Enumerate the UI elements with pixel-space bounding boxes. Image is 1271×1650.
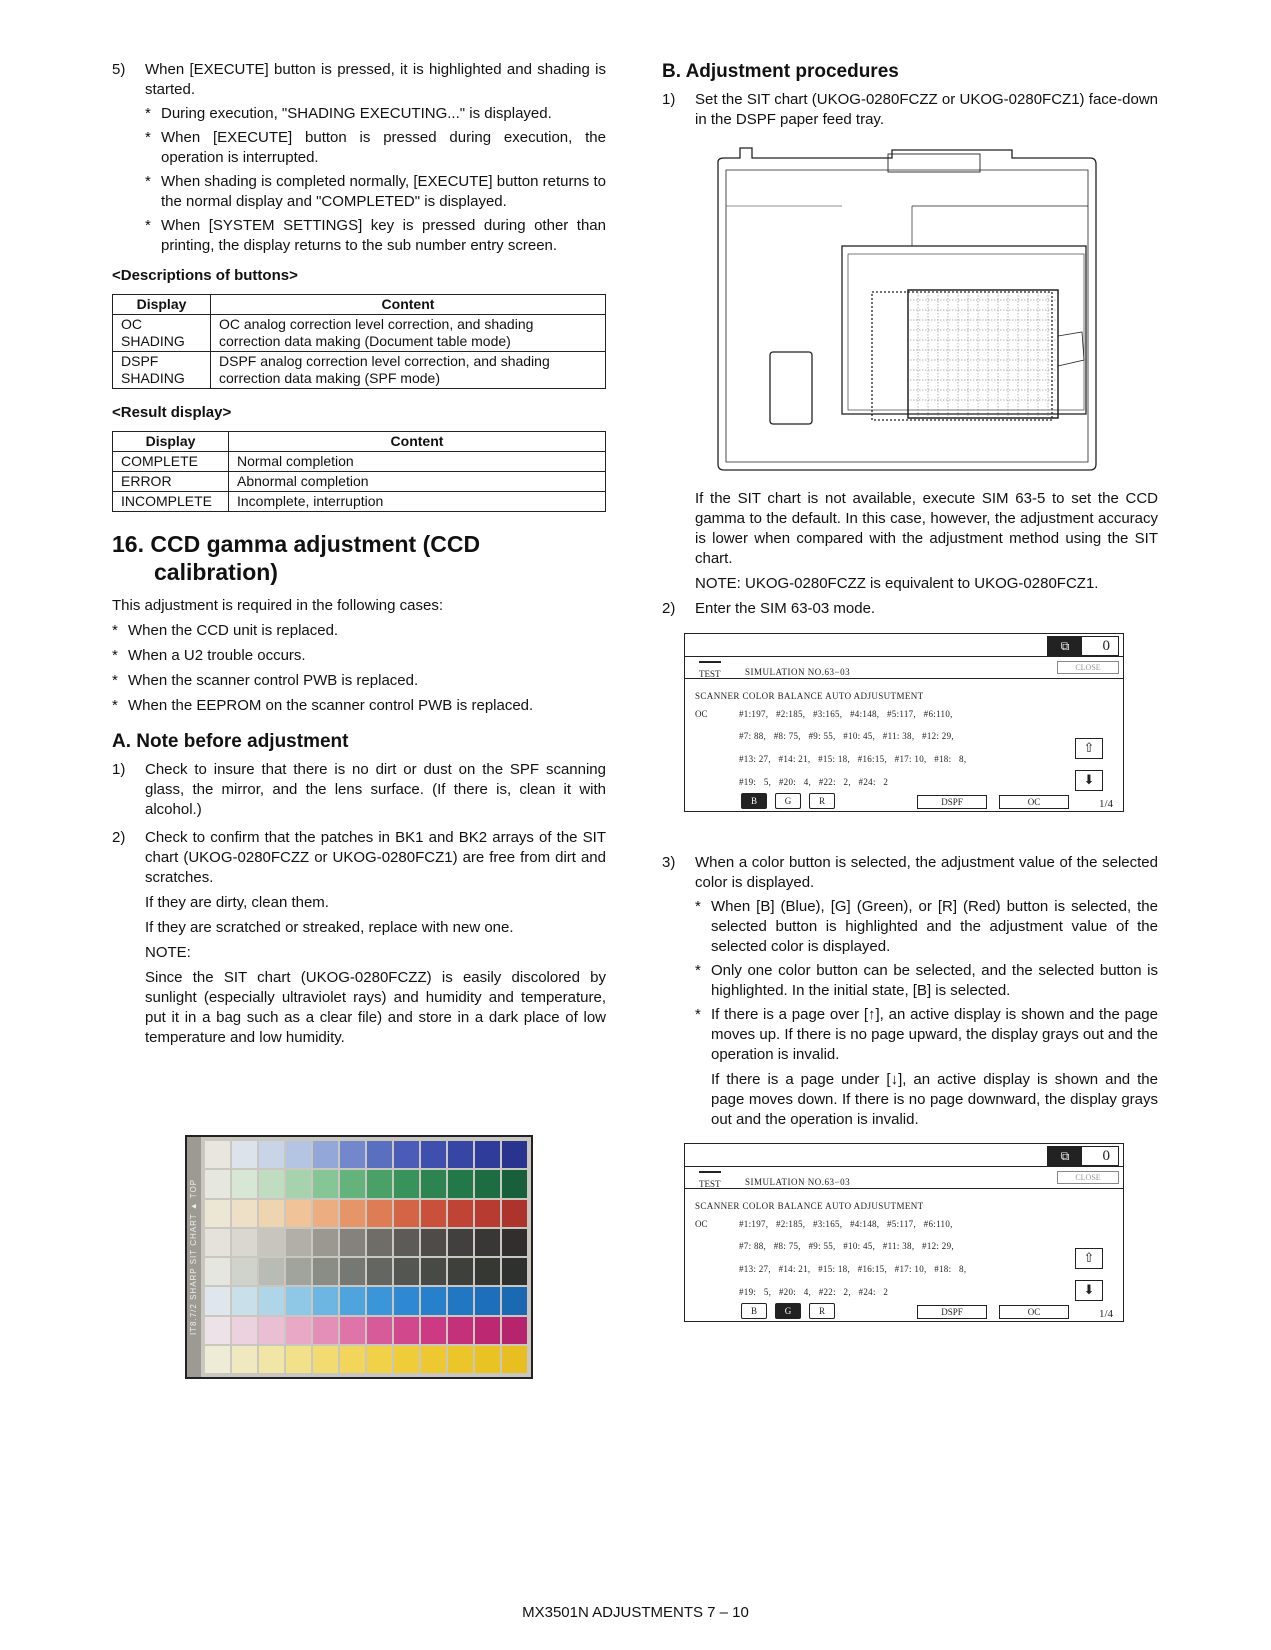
chart-patch [205, 1141, 230, 1168]
chart-patch [475, 1141, 500, 1168]
dspf-illustration-area [662, 134, 1158, 484]
chart-patch [421, 1170, 446, 1197]
chart-patch [475, 1287, 500, 1314]
dspf-button[interactable]: DSPF [917, 1305, 987, 1319]
adjustment-row: #1:197, #2:185, #3:165, #4:148, #5:117, #6:110, [739, 1219, 953, 1229]
note-text: When [B] (Blue), [G] (Green), or [R] (Red) button is selected, the selected button is highlighted and the adjustment value of the selected color is displayed. [711, 898, 1158, 955]
step-5 [112, 60, 606, 100]
chart-patch [313, 1229, 338, 1256]
chart-patch [502, 1317, 527, 1344]
step-text: Set the SIT chart (UKOG-0280FCZZ or UKOG-0280FCZ1) face-down in the DSPF paper feed tray. [695, 91, 1158, 128]
chart-patch [205, 1200, 230, 1227]
chart-patch [313, 1287, 338, 1314]
adjustment-row: #19: 5, #20: 4, #22: 2, #24: 2 [739, 1287, 889, 1297]
page-indicator: 1/4 [1098, 798, 1113, 810]
chart-patch [448, 1287, 473, 1314]
bullet-star: * [145, 173, 151, 190]
chart-patch [394, 1170, 419, 1197]
chart-patch [448, 1170, 473, 1197]
table-row [113, 452, 606, 472]
chart-patch [448, 1141, 473, 1168]
table-cell: ERROR [113, 472, 229, 492]
table-row [113, 315, 606, 352]
adjustment-row: #19: 5, #20: 4, #22: 2, #24: 2 [739, 777, 889, 787]
chart-patch [367, 1258, 392, 1285]
cases-list [112, 621, 606, 716]
panel-header [685, 1166, 1123, 1189]
chart-patch [232, 1229, 257, 1256]
chart-patch [475, 1170, 500, 1197]
step-b2 [662, 599, 1158, 619]
copy-count: 0 [1102, 638, 1110, 654]
chart-patch [313, 1258, 338, 1285]
chart-patch [367, 1317, 392, 1344]
step-b3 [662, 853, 1158, 893]
step-5-notes [112, 104, 606, 256]
chart-patch [232, 1317, 257, 1344]
chart-patch [340, 1258, 365, 1285]
chart-patch [313, 1141, 338, 1168]
simulation-title: SIMULATION NO.63−03 [745, 667, 851, 677]
b1-note: NOTE: UKOG-0280FCZZ is equivalent to UKOG-0280FCZ1. [695, 575, 1099, 592]
left-column [112, 60, 606, 1053]
chart-patch [394, 1258, 419, 1285]
table-row [113, 492, 606, 512]
chart-patch [502, 1141, 527, 1168]
chart-patch [367, 1200, 392, 1227]
chart-patch [313, 1317, 338, 1344]
chart-patch [367, 1229, 392, 1256]
b1-alternative-text: If the SIT chart is not available, execute SIM 63-5 to set the CCD gamma to the default. In this case, however, the adjustment accuracy is lower when compared with the adjustment method using the SIT chart. [695, 490, 1158, 567]
buttons-table [112, 294, 606, 389]
color-button-g[interactable]: G [775, 793, 801, 809]
table-header: Content [229, 432, 606, 452]
step-b1 [662, 90, 1158, 130]
chart-patch [448, 1346, 473, 1373]
chart-patch [394, 1200, 419, 1227]
table-cell: COMPLETE [113, 452, 229, 472]
copy-count-box [1047, 1146, 1119, 1166]
step-number: 5) [112, 61, 126, 78]
sit-chart-strip [187, 1137, 201, 1377]
chart-patch [448, 1229, 473, 1256]
chart-patch [367, 1287, 392, 1314]
chart-patch [475, 1258, 500, 1285]
chart-patch [205, 1287, 230, 1314]
page-up-button[interactable]: ⇧ [1075, 738, 1103, 759]
chart-patch [286, 1229, 311, 1256]
chart-patch [205, 1229, 230, 1256]
case-item [112, 646, 606, 666]
table-row [113, 352, 606, 389]
adjustment-row: #7: 88, #8: 75, #9: 55, #10: 45, #11: 38, #12: 29, [739, 731, 954, 741]
copy-icon: ⧉ [1048, 637, 1082, 655]
chart-patch [448, 1317, 473, 1344]
sit-chart-grid [205, 1141, 527, 1373]
chart-patch [394, 1346, 419, 1373]
chart-patch [286, 1287, 311, 1314]
chart-patch [232, 1346, 257, 1373]
chart-patch [340, 1141, 365, 1168]
test-label: TEST [699, 1171, 721, 1194]
chart-patch [286, 1317, 311, 1344]
chart-patch [394, 1317, 419, 1344]
chart-patch [340, 1346, 365, 1373]
oc-label: OC [695, 709, 708, 719]
table-cell: Abnormal completion [229, 472, 606, 492]
chart-patch [502, 1170, 527, 1197]
table-cell: INCOMPLETE [113, 492, 229, 512]
chart-patch [205, 1170, 230, 1197]
page-down-button[interactable]: ⬇ [1075, 770, 1103, 791]
oc-button[interactable]: OC [999, 1305, 1069, 1319]
bullet-star: * [695, 1006, 701, 1023]
note-item [145, 104, 606, 124]
chart-patch [394, 1287, 419, 1314]
subsection-a-title: A. Note before adjustment [112, 731, 349, 752]
adjustment-row: #1:197, #2:185, #3:165, #4:148, #5:117, #6:110, [739, 709, 953, 719]
chart-patch [502, 1229, 527, 1256]
color-button-r[interactable]: R [809, 793, 835, 809]
section-title-line1: 16. CCD gamma adjustment (CCD [112, 531, 481, 557]
chart-patch [286, 1141, 311, 1168]
case-item [112, 696, 606, 716]
case-text: When the scanner control PWB is replaced. [128, 672, 419, 689]
step-text: Check to confirm that the patches in BK1 and BK2 arrays of the SIT chart (UKOG-0280FCZZ or UKOG-0280FCZ1) are free from dirt and scratches. [145, 829, 606, 886]
buttons-caption: <Descriptions of buttons> [112, 267, 298, 284]
chart-patch [259, 1317, 284, 1344]
chart-patch [259, 1141, 284, 1168]
chart-patch [340, 1200, 365, 1227]
dspf-button[interactable]: DSPF [917, 795, 987, 809]
note-item [695, 1005, 1158, 1065]
test-label: TEST [699, 661, 721, 684]
step-number: 1) [112, 761, 126, 778]
chart-patch [232, 1170, 257, 1197]
sim-panel-g-selected [684, 1143, 1124, 1322]
chart-patch [421, 1346, 446, 1373]
chart-patch [259, 1287, 284, 1314]
step-text: When [EXECUTE] button is pressed, it is highlighted and shading is started. [145, 61, 606, 98]
table-cell: Normal completion [229, 452, 606, 472]
chart-patch [367, 1170, 392, 1197]
sit-chart-strip-text: IT8.7/2 SHARP SIT CHART ▲ TOP [189, 1178, 198, 1336]
a2-dirty-text: If they are dirty, clean them. [145, 894, 329, 911]
step-number: 2) [662, 600, 676, 617]
chart-patch [286, 1200, 311, 1227]
bullet-star: * [112, 697, 118, 714]
chart-patch [367, 1346, 392, 1373]
step-b3-notes [662, 897, 1158, 1065]
simulation-title: SIMULATION NO.63−03 [745, 1177, 851, 1187]
chart-patch [259, 1346, 284, 1373]
oc-label: OC [695, 1219, 708, 1229]
color-button-b[interactable]: B [741, 793, 767, 809]
step-number: 2) [112, 829, 126, 846]
note-item [695, 961, 1158, 1001]
note-text: During execution, "SHADING EXECUTING..." is displayed. [161, 105, 552, 122]
chart-patch [421, 1258, 446, 1285]
chart-patch [421, 1317, 446, 1344]
chart-patch [340, 1317, 365, 1344]
chart-patch [502, 1258, 527, 1285]
chart-patch [475, 1229, 500, 1256]
copy-icon: ⧉ [1048, 1147, 1082, 1165]
a2-note-text: Since the SIT chart (UKOG-0280FCZZ) is easily discolored by sunlight (especially ultraviolet rays) and humidity and temperature, put it in a bag such as a clear file) and store in a dark place of low temperature and low humidity. [145, 969, 606, 1046]
panel-top-bar [685, 634, 1123, 657]
adjustment-row: #13: 27, #14: 21, #15: 18, #16:15, #17: 10, #18: 8, [739, 1264, 967, 1274]
note-item [695, 897, 1158, 957]
page-indicator: 1/4 [1098, 1308, 1113, 1320]
chart-patch [340, 1287, 365, 1314]
chart-patch [421, 1287, 446, 1314]
bullet-star: * [145, 217, 151, 234]
case-item [112, 671, 606, 691]
adjustment-row: #7: 88, #8: 75, #9: 55, #10: 45, #11: 38, #12: 29, [739, 1241, 954, 1251]
chart-patch [475, 1317, 500, 1344]
section-title [112, 530, 606, 586]
chart-patch [286, 1346, 311, 1373]
table-cell: DSPF analog correction level correction, and shading correction data making (SPF mode) [211, 352, 606, 389]
chart-patch [421, 1229, 446, 1256]
step-text: Check to insure that there is no dirt or dust on the SPF scanning glass, the mirror, and the lens surface. (If there is, clean it with alcohol.) [145, 761, 606, 818]
note-text: When shading is completed normally, [EXECUTE] button returns to the normal display and "COMPLETED" is displayed. [161, 173, 606, 210]
result-caption: <Result display> [112, 404, 232, 421]
copy-count-box [1047, 636, 1119, 656]
note-text: When [SYSTEM SETTINGS] key is pressed during other than printing, the display returns to the sub number entry screen. [161, 217, 606, 254]
copy-count: 0 [1102, 1148, 1110, 1164]
chart-patch [205, 1346, 230, 1373]
page-up-button[interactable]: ⇧ [1075, 1248, 1103, 1269]
a2-note-label: NOTE: [145, 944, 191, 961]
chart-patch [205, 1258, 230, 1285]
chart-patch [232, 1141, 257, 1168]
table-cell: Incomplete, interruption [229, 492, 606, 512]
panel-header [685, 656, 1123, 679]
step-text: When a color button is selected, the adjustment value of the selected color is displayed. [695, 854, 1158, 891]
chart-patch [475, 1346, 500, 1373]
chart-patch [502, 1200, 527, 1227]
chart-patch [421, 1141, 446, 1168]
table-cell: DSPF SHADING [113, 352, 211, 389]
note-text: When [EXECUTE] button is pressed during execution, the operation is interrupted. [161, 129, 606, 166]
chart-patch [394, 1141, 419, 1168]
step-a2 [112, 828, 606, 888]
chart-patch [340, 1229, 365, 1256]
chart-patch [259, 1229, 284, 1256]
table-cell: OC SHADING [113, 315, 211, 352]
bullet-star: * [695, 962, 701, 979]
table-cell: OC analog correction level correction, and shading correction data making (Document table mode) [211, 315, 606, 352]
chart-patch [313, 1200, 338, 1227]
result-table [112, 431, 606, 512]
table-header: Content [211, 295, 606, 315]
adjustment-row: #13: 27, #14: 21, #15: 18, #16:15, #17: 10, #18: 8, [739, 754, 967, 764]
color-button-g[interactable]: G [775, 1303, 801, 1319]
intro-text: This adjustment is required in the following cases: [112, 597, 443, 614]
table-header: Display [113, 432, 229, 452]
sim-panel-b-selected [684, 633, 1124, 812]
chart-patch [502, 1287, 527, 1314]
section-title-line2: calibration) [154, 559, 278, 585]
page-down-button[interactable]: ⬇ [1075, 1280, 1103, 1301]
chart-patch [313, 1170, 338, 1197]
case-text: When the CCD unit is replaced. [128, 622, 339, 639]
chart-patch [421, 1200, 446, 1227]
bullet-star: * [112, 622, 118, 639]
a2-scratch-text: If they are scratched or streaked, replace with new one. [145, 919, 514, 936]
close-button[interactable]: CLOSE [1057, 661, 1119, 674]
step-number: 3) [662, 854, 676, 871]
bullet-star: * [145, 129, 151, 146]
chart-patch [475, 1200, 500, 1227]
case-text: When the EEPROM on the scanner control PWB is replaced. [128, 697, 534, 714]
case-text: When a U2 trouble occurs. [128, 647, 306, 664]
chart-patch [394, 1229, 419, 1256]
bullet-star: * [145, 105, 151, 122]
subsection-b-title: B. Adjustment procedures [662, 61, 899, 82]
close-button[interactable]: CLOSE [1057, 1171, 1119, 1184]
chart-patch [259, 1200, 284, 1227]
mode-label: SCANNER COLOR BALANCE AUTO ADJUSUTMENT [695, 691, 924, 701]
step-a1 [112, 760, 606, 820]
chart-patch [205, 1317, 230, 1344]
color-button-b[interactable]: B [741, 1303, 767, 1319]
chart-patch [286, 1170, 311, 1197]
step-text: Enter the SIM 63-03 mode. [695, 600, 876, 617]
oc-button[interactable]: OC [999, 795, 1069, 809]
dspf-tray-illustration [712, 146, 1102, 474]
bullet-star: * [112, 647, 118, 664]
color-button-r[interactable]: R [809, 1303, 835, 1319]
chart-patch [259, 1170, 284, 1197]
bullet-star: * [112, 672, 118, 689]
note-item [145, 128, 606, 168]
table-row [113, 472, 606, 492]
chart-patch [448, 1200, 473, 1227]
chart-patch [259, 1258, 284, 1285]
chart-patch [367, 1141, 392, 1168]
b3-page-under-text: If there is a page under [↓], an active display is shown and the page moves down. If there is no page downward, the display grays out and the operation is invalid. [711, 1071, 1158, 1128]
note-item [145, 216, 606, 256]
bullet-star: * [695, 898, 701, 915]
right-column [662, 60, 1158, 1135]
chart-patch [286, 1258, 311, 1285]
chart-patch [232, 1287, 257, 1314]
panel-top-bar [685, 1144, 1123, 1167]
chart-patch [448, 1258, 473, 1285]
sit-chart-photo [185, 1135, 533, 1379]
chart-patch [232, 1258, 257, 1285]
table-header: Display [113, 295, 211, 315]
note-text: Only one color button can be selected, and the selected button is highlighted. In the initial state, [B] is selected. [711, 962, 1158, 999]
page-footer: MX3501N ADJUSTMENTS 7 – 10 [522, 1604, 749, 1621]
note-text: If there is a page over [↑], an active display is shown and the page moves up. If there is no page upward, the display grays out and the operation is invalid. [711, 1006, 1158, 1063]
step-number: 1) [662, 91, 676, 108]
chart-patch [502, 1346, 527, 1373]
mode-label: SCANNER COLOR BALANCE AUTO ADJUSUTMENT [695, 1201, 924, 1211]
case-item [112, 621, 606, 641]
chart-patch [340, 1170, 365, 1197]
note-item [145, 172, 606, 212]
chart-patch [313, 1346, 338, 1373]
chart-patch [232, 1200, 257, 1227]
